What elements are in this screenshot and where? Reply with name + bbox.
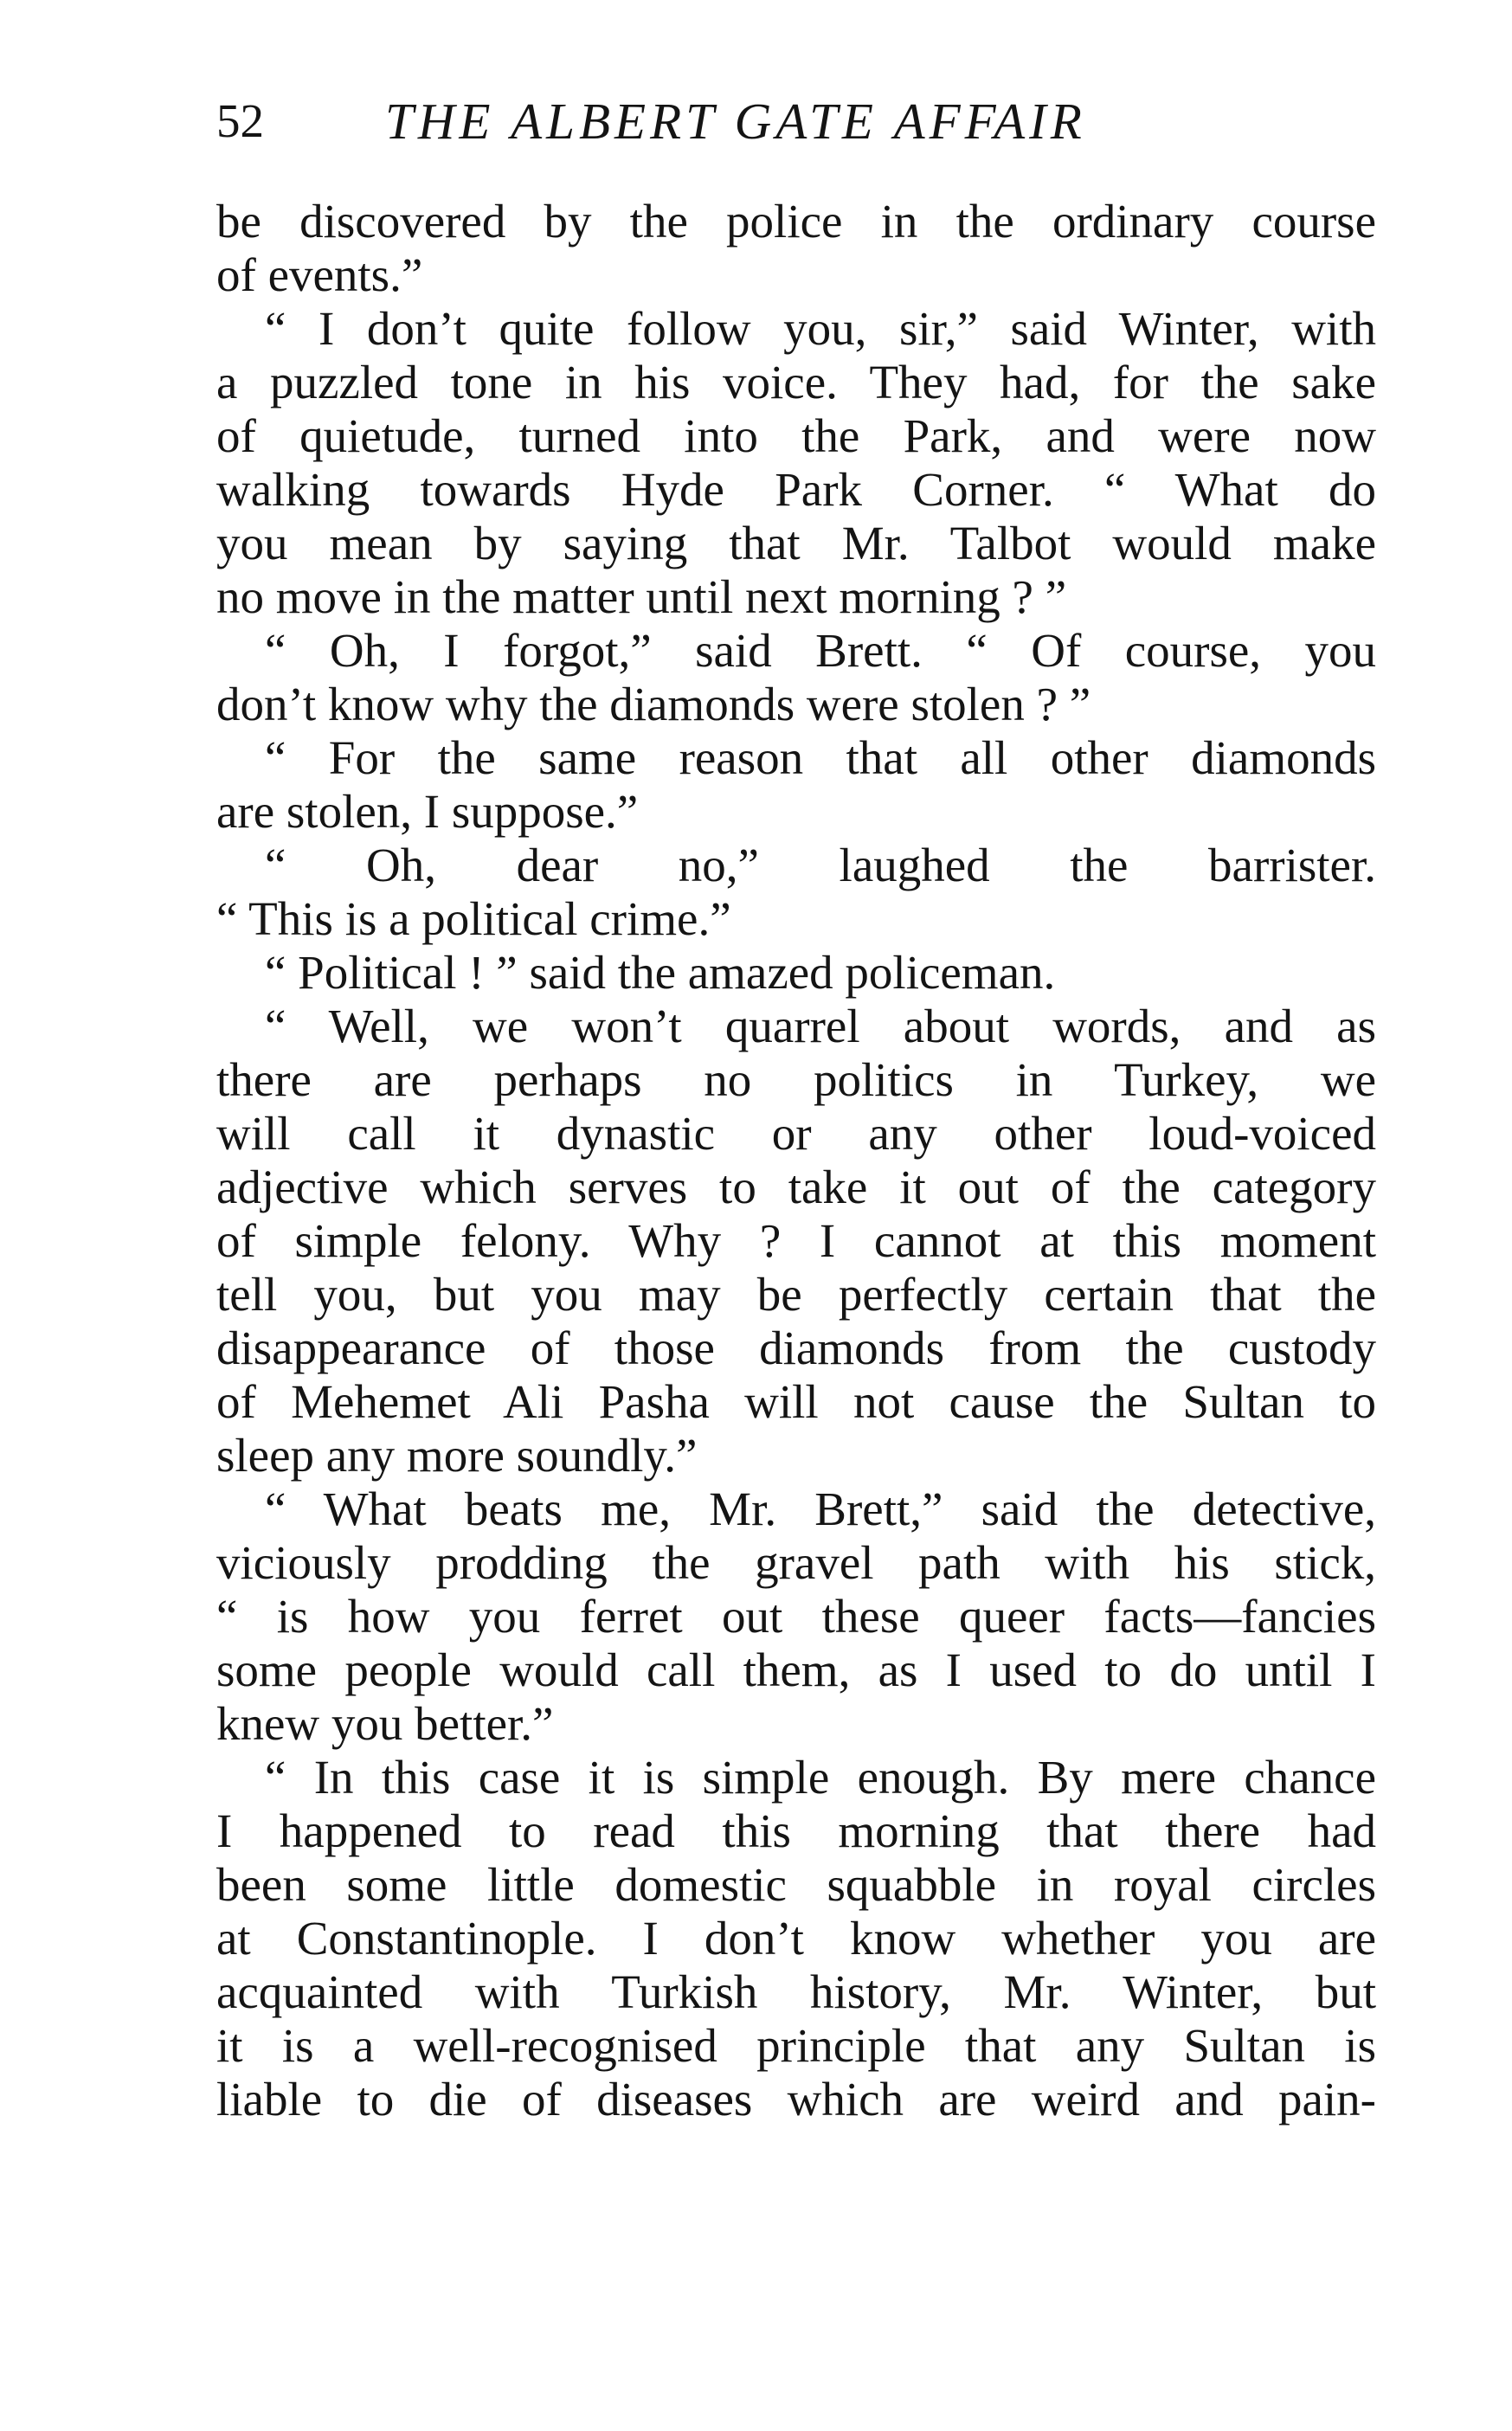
text-line: some people would call them, as I used to do until I: [216, 1643, 1376, 1696]
text-line: I happened to read this morning that there had: [216, 1804, 1376, 1857]
text-line: a puzzled tone in his voice. They had, for the sake: [216, 356, 1376, 408]
text-line: “ This is a political crime.”: [216, 892, 731, 945]
running-title: THE ALBERT GATE AFFAIR: [385, 93, 1086, 150]
text-line: will call it dynastic or any other loud-voiced: [216, 1107, 1376, 1160]
text-line: don’t know why the diamonds were stolen ? ”: [216, 678, 1091, 730]
text-line: no move in the matter until next morning ? ”: [216, 570, 1067, 623]
text-line: of Mehemet Ali Pasha will not cause the Sultan to: [216, 1375, 1376, 1428]
text-line: “ Oh, I forgot,” said Brett. “ Of course, you: [265, 624, 1376, 677]
text-line: walking towards Hyde Park Corner. “ What do: [216, 463, 1376, 516]
text-line: you mean by saying that Mr. Talbot would make: [216, 517, 1376, 569]
text-line: “ Well, we won’t quarrel about words, and as: [265, 1000, 1376, 1052]
text-line: disappearance of those diamonds from the custody: [216, 1322, 1376, 1374]
text-line: are stolen, I suppose.”: [216, 785, 639, 838]
text-line: adjective which serves to take it out of the category: [216, 1161, 1376, 1213]
text-line: viciously prodding the gravel path with his stick,: [216, 1536, 1376, 1589]
text-line: there are perhaps no politics in Turkey, we: [216, 1053, 1376, 1106]
body-text: [216, 195, 1376, 2126]
text-line: knew you better.”: [216, 1697, 554, 1750]
text-line: “ Political ! ” said the amazed policeman.: [265, 946, 1056, 999]
text-line: of simple felony. Why ? I cannot at this moment: [216, 1214, 1376, 1267]
text-line: be discovered by the police in the ordinary course: [216, 195, 1376, 248]
text-line: acquainted with Turkish history, Mr. Winter, but: [216, 1965, 1376, 2018]
text-line: been some little domestic squabble in royal circles: [216, 1858, 1376, 1911]
text-line: “ In this case it is simple enough. By mere chance: [265, 1751, 1376, 1804]
text-line: of quietude, turned into the Park, and were now: [216, 409, 1376, 462]
text-line: “ What beats me, Mr. Brett,” said the detective,: [265, 1482, 1376, 1535]
text-line: at Constantinople. I don’t know whether you are: [216, 1912, 1376, 1965]
text-line: it is a well-recognised principle that any Sultan is: [216, 2019, 1376, 2072]
text-line: of events.”: [216, 248, 423, 301]
text-line: sleep any more soundly.”: [216, 1429, 698, 1482]
running-header: [216, 82, 1376, 160]
text-line: “ For the same reason that all other diamonds: [265, 731, 1376, 784]
text-line: “ I don’t quite follow you, sir,” said Winter, with: [265, 302, 1376, 355]
text-line: “ Oh, dear no,” laughed the barrister.: [265, 839, 1376, 891]
text-line: liable to die of diseases which are weird and pain-: [216, 2073, 1376, 2126]
page-number: 52: [216, 94, 264, 147]
text-line: tell you, but you may be perfectly certain that the: [216, 1268, 1376, 1321]
text-line: “ is how you ferret out these queer facts—fancies: [216, 1590, 1376, 1643]
